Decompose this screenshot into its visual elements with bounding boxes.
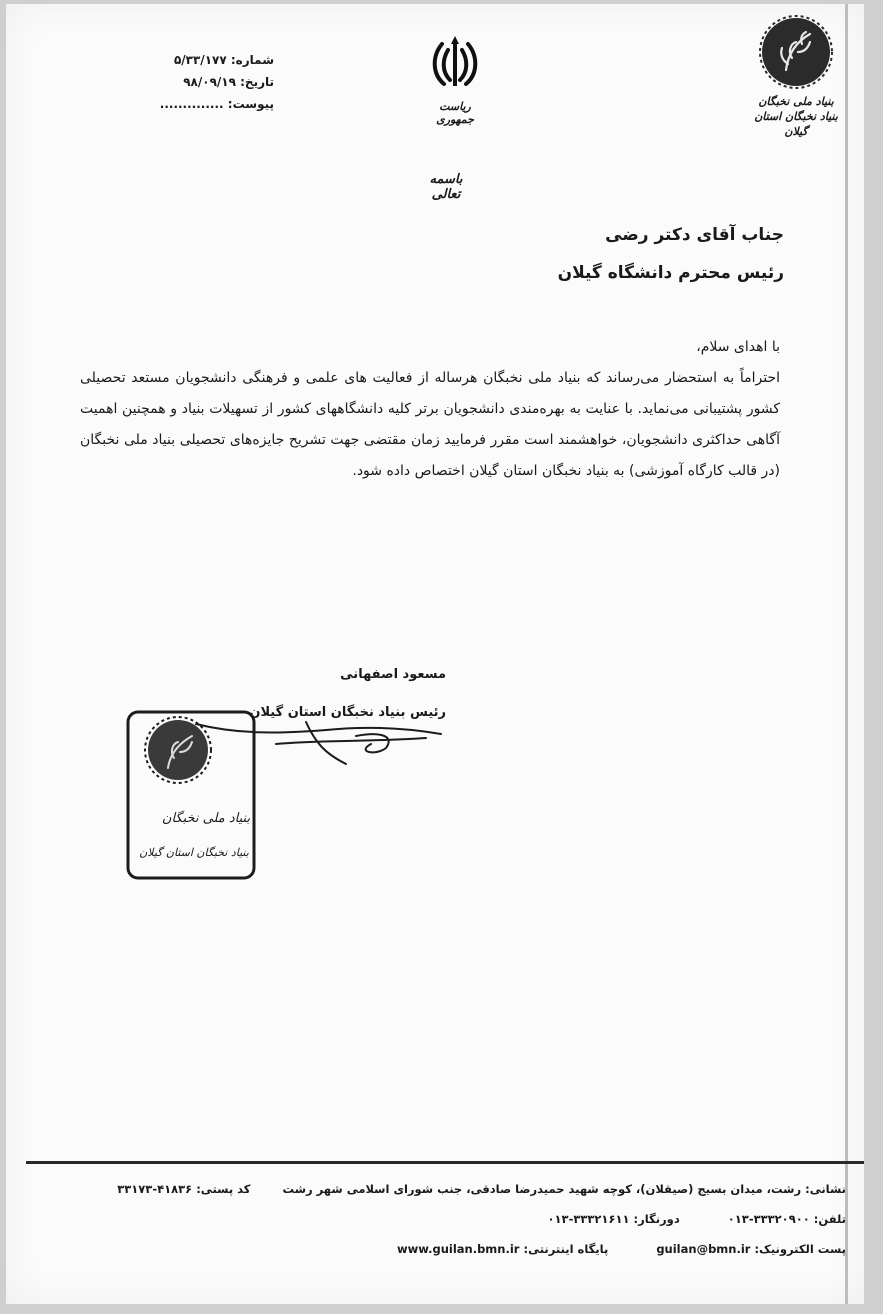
footer-phone: تلفن: ۳۳۳۲۰۹۰۰-۰۱۳ — [727, 1212, 846, 1226]
stamp-text-line2: بنیاد نخبگان استان گیلان — [139, 846, 249, 859]
official-stamp — [124, 704, 264, 884]
footer-divider — [26, 1161, 864, 1164]
footer-website[interactable]: پایگاه اینترنتی: www.guilan.bmn.ir — [396, 1242, 609, 1256]
signatory-title: رئیس بنیاد نخبگان استان گیلان — [249, 705, 446, 720]
signatory-name: مسعود اصفهانی — [340, 667, 446, 682]
letter-attachment: پیوست: .............. — [159, 97, 274, 111]
body-paragraph: احتراماً به استحضار می‌رساند که بنیاد ملی نخبگان هرساله از فعالیت های علمی و فرهنگی دانشجویان مستعد تحصیلی کشور پشتیبانی می‌نماید. با عنایت به بهره‌مندی دانشجویان برتر کلیه دانشگاههای کشور از تسهیلات بنیاد و همچنین اهمیت آگاهی حداکثری دانشجویان، خواهشمند است مقرر فرمایید زمان مقتضی جهت تشریح جایزه‌های تحصیلی بنیاد ملی نخبگان (در قالب کارگاه آموزشی) به بنیاد نخبگان استان گیلان اختصاص داده شود. — [80, 370, 780, 479]
stamp-text-line1: بنیاد ملی نخبگان — [161, 811, 251, 826]
letter-sheet — [6, 4, 864, 1304]
national-emblem — [420, 34, 490, 126]
foundation-seal-icon — [758, 14, 834, 90]
letter-metadata — [124, 49, 274, 115]
emblem-caption: ریاست جمهوری — [436, 100, 474, 126]
recipient-name: جناب آقای دکتر رضی — [605, 225, 784, 245]
letter-footer — [46, 1174, 846, 1264]
recipient-title: رئیس محترم دانشگاه گیلان — [557, 263, 784, 283]
foundation-logo — [741, 14, 851, 139]
greeting: با اهدای سلام، — [696, 339, 780, 355]
footer-postal-code: کد پستی: ۴۱۸۳۶-۳۳۱۷۳ — [117, 1182, 251, 1196]
letter-body — [80, 332, 780, 487]
footer-web-row — [46, 1234, 846, 1264]
letter-number: شماره: ۵/۳۳/۱۷۷ — [173, 53, 274, 67]
letter-date: تاریخ: ۹۸/۰۹/۱۹ — [183, 75, 274, 89]
invocation-heading: باسمه تعالی — [429, 172, 463, 202]
page-edge-shadow — [845, 4, 848, 1304]
logo-caption-line2: بنیاد نخبگان استان گیلان — [754, 110, 838, 138]
emblem-icon — [430, 34, 480, 94]
footer-email[interactable]: پست الکترونیک: guilan@bmn.ir — [656, 1242, 846, 1256]
recipient-block — [558, 216, 784, 292]
logo-caption-line1: بنیاد ملی نخبگان — [758, 95, 834, 108]
footer-address: نشانی: رشت، میدان بسیج (صیقلان)، کوچه شهید حمیدرضا صادقی، جنب شورای اسلامی شهر رشت — [282, 1182, 846, 1196]
footer-contact-row — [46, 1204, 846, 1234]
footer-fax: دورنگار: ۳۳۳۲۱۶۱۱-۰۱۳ — [547, 1212, 680, 1226]
footer-address-row — [46, 1174, 846, 1204]
